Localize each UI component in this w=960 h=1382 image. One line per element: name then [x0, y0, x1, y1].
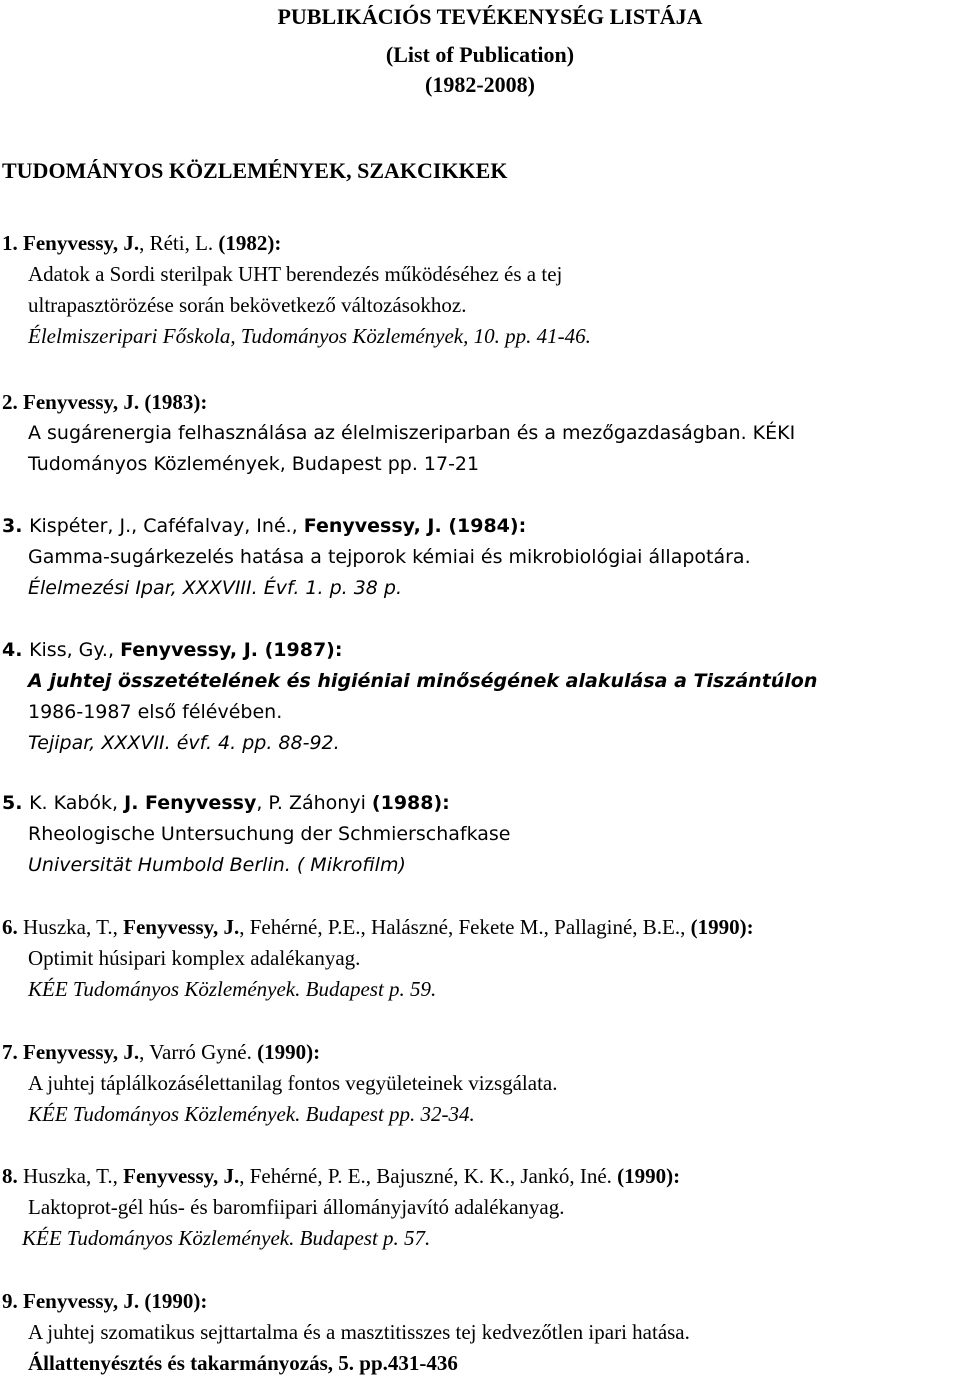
- entry-number: 3.: [2, 515, 30, 537]
- entry-title-cont: 1986-1987 első félévében.: [28, 701, 283, 723]
- author-list: Kiss, Gy.,: [29, 639, 121, 661]
- page-subtitle: (List of Publication): [385, 42, 575, 67]
- author-list: , Réti, L.: [139, 231, 219, 255]
- entry-title: A juhtej összetételének és higiéniai minőségének alakulása a Tiszántúlon: [28, 670, 818, 692]
- entry-source: Universität Humbold Berlin. ( Mikrofilm): [28, 854, 406, 876]
- entry-title-cont: ultrapasztörözése során bekövetkező változásokhoz.: [28, 293, 467, 317]
- entry-source: Állattenyésztés és takarmányozás, 5. pp.431-436: [28, 1351, 458, 1375]
- author-highlight: Fenyvessy, J.: [23, 231, 140, 255]
- author-list-cont: , Fehérné, P.E., Halászné, Fekete M., Pallaginé, B.E.,: [239, 915, 691, 939]
- publication-entry-6: [2, 912, 958, 1005]
- entry-year: (1990):: [690, 915, 754, 939]
- entry-year: (1988):: [371, 792, 450, 814]
- entry-title: A sugárenergia felhasználása az élelmiszeriparban és a mezőgazdaságban. KÉKI: [28, 422, 796, 444]
- entry-title: Adatok a Sordi sterilpak UHT berendezés működéséhez és a tej: [28, 262, 563, 286]
- publication-entry-8: [2, 1161, 958, 1254]
- author-list: Kispéter, J., Caféfalvay, Iné.,: [29, 515, 304, 537]
- entry-authors: [2, 788, 958, 819]
- entry-year: (1984):: [441, 515, 527, 537]
- author-highlight: Fenyvessy, J.: [303, 515, 442, 537]
- publication-entry-9: [2, 1286, 958, 1379]
- entry-source: Élelmezési Ipar, XXXVIII. Évf. 1. p. 38 p.: [28, 577, 403, 599]
- entry-authors: [2, 387, 958, 418]
- entry-source: Tejipar, XXXVII. évf. 4. pp. 88-92.: [28, 732, 340, 754]
- entry-year: (1990):: [617, 1164, 681, 1188]
- entry-number: 4.: [2, 639, 30, 661]
- entry-source: KÉE Tudományos Közlemények. Budapest pp. 32-34.: [28, 1102, 475, 1126]
- author-highlight: Fenyvessy, J.: [120, 639, 258, 661]
- entry-year: (1982):: [218, 231, 282, 255]
- entry-number: 7.: [2, 1040, 23, 1064]
- entry-title: A juhtej szomatikus sejttartalma és a masztitisszes tej kedvezőtlen ipari hatása.: [28, 1320, 690, 1344]
- page-years: (1982-2008): [425, 72, 535, 97]
- author-highlight: Fenyvessy, J.: [123, 915, 240, 939]
- entry-number: 8.: [2, 1164, 23, 1188]
- entry-number: 6.: [2, 915, 23, 939]
- author-list: Huszka, T.,: [23, 915, 124, 939]
- author-highlight: Fenyvessy, J.: [23, 1289, 140, 1313]
- author-list-cont: , P. Záhonyi: [256, 792, 372, 814]
- entry-title: Laktoprot-gél hús- és baromfiipari állományjavító adalékanyag.: [28, 1195, 565, 1219]
- entry-number: 1.: [2, 231, 23, 255]
- entry-number: 5.: [2, 792, 30, 814]
- publication-entry-7: [2, 1037, 958, 1130]
- entry-authors: [2, 1037, 958, 1068]
- author-list-cont: , Fehérné, P. E., Bajuszné, K. K., Jankó, Iné.: [239, 1164, 618, 1188]
- section-title: TUDOMÁNYOS KÖZLEMÉNYEK, SZAKCIKKEK: [2, 158, 508, 183]
- entry-authors: [2, 511, 958, 542]
- entry-source: KÉE Tudományos Közlemények. Budapest p. 59.: [28, 977, 437, 1001]
- author-list: K. Kabók,: [29, 792, 125, 814]
- author-list: Huszka, T.,: [23, 1164, 124, 1188]
- publication-entry-3: [2, 511, 958, 604]
- author-highlight: J. Fenyvessy: [124, 792, 257, 814]
- publication-entry-4: [2, 635, 958, 759]
- entry-authors: [2, 912, 958, 943]
- page-title: PUBLIKÁCIÓS TEVÉKENYSÉG LISTÁJA: [277, 4, 703, 29]
- entry-authors: [2, 1161, 958, 1192]
- entry-authors: [2, 1286, 958, 1317]
- entry-year: (1990):: [257, 1040, 321, 1064]
- entry-title: Rheologische Untersuchung der Schmierschafkase: [28, 823, 511, 845]
- author-list-cont: , Varró Gyné.: [139, 1040, 258, 1064]
- entry-source: Élelmiszeripari Főskola, Tudományos Közlemények, 10. pp. 41-46.: [28, 324, 591, 348]
- author-highlight: Fenyvessy, J.: [23, 390, 140, 414]
- entry-title: Gamma-sugárkezelés hatása a tejporok kémiai és mikrobiológiai állapotára.: [28, 546, 751, 568]
- entry-year: (1983):: [139, 390, 208, 414]
- entry-authors: [2, 635, 958, 666]
- entry-title: A juhtej táplálkozásélettanilag fontos vegyületeinek vizsgálata.: [28, 1071, 558, 1095]
- entry-authors: [2, 228, 958, 259]
- author-highlight: Fenyvessy, J.: [23, 1040, 140, 1064]
- publication-entry-1: [2, 228, 958, 352]
- entry-year: (1987):: [258, 639, 343, 661]
- entry-source: KÉE Tudományos Közlemények. Budapest p. 57.: [22, 1226, 431, 1250]
- entry-title: Optimit húsipari komplex adalékanyag.: [28, 946, 361, 970]
- entry-title-cont: Tudományos Közlemények, Budapest pp. 17-21: [28, 453, 480, 475]
- author-highlight: Fenyvessy, J.: [123, 1164, 240, 1188]
- entry-number: 2.: [2, 390, 23, 414]
- publication-entry-2: [2, 387, 958, 480]
- entry-year: (1990):: [139, 1289, 208, 1313]
- publication-entry-5: [2, 788, 958, 881]
- entry-number: 9.: [2, 1289, 23, 1313]
